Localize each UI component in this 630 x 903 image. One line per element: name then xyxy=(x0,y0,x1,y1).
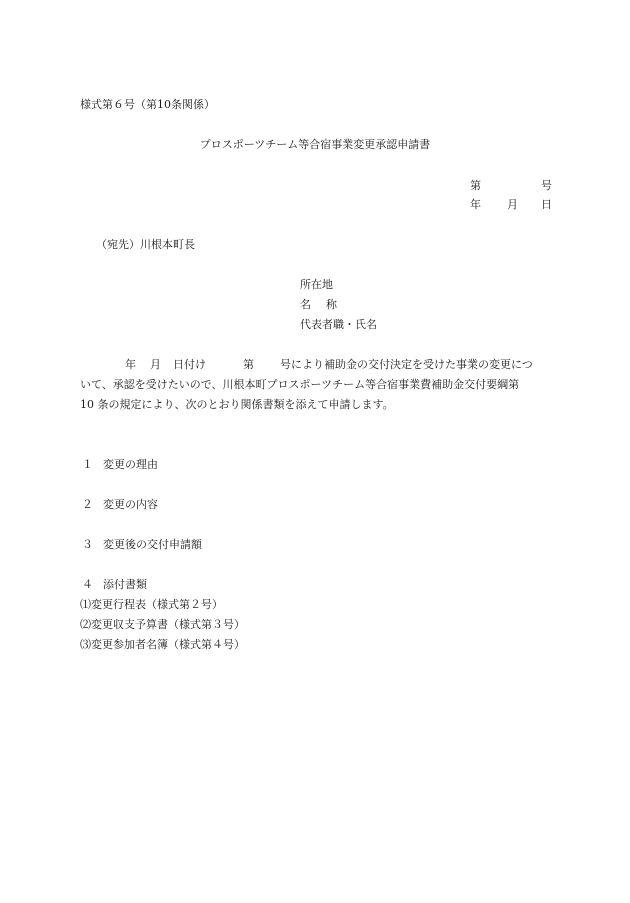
body-dai-label: 第 xyxy=(243,358,254,371)
attachment-item: ⑵変更収支予算書（様式第３号） xyxy=(80,618,245,631)
item-number: ３ xyxy=(82,538,93,551)
attachment-item: ⑴変更行程表（様式第２号） xyxy=(80,598,223,611)
item-text: 変更の内容 xyxy=(103,498,158,511)
item-number: ２ xyxy=(82,498,93,511)
date-month-label: 月 xyxy=(507,198,518,211)
date-year-label: 年 xyxy=(470,198,481,211)
document-title: プロスポーツチーム等合宿事業変更承認申請書 xyxy=(199,138,431,151)
reference-dai: 第 xyxy=(470,179,481,192)
applicant-address-label: 所在地 xyxy=(300,278,333,291)
date-day-label: 日 xyxy=(541,198,552,211)
body-year-label: 年 xyxy=(125,358,136,371)
body-line-3: 10 条の規定により、次のとおり関係書類を添えて申請します。 xyxy=(80,398,394,411)
attachment-item: ⑶変更参加者名簿（様式第４号） xyxy=(80,638,245,651)
item-number: ４ xyxy=(82,578,93,591)
applicant-representative-label: 代表者職・氏名 xyxy=(300,318,377,331)
item-text: 変更の理由 xyxy=(103,458,158,471)
item-text: 変更後の交付申請額 xyxy=(103,538,202,551)
body-line-1: 号により補助金の交付決定を受けた事業の変更につ xyxy=(280,358,533,371)
item-number: １ xyxy=(82,458,93,471)
applicant-name-label: 名 xyxy=(300,298,311,311)
body-month-label: 月 xyxy=(150,358,161,371)
form-number: 様式第６号（第10条関係） xyxy=(80,98,215,111)
body-day-label: 日付け xyxy=(173,358,206,371)
addressee: （宛先）川根本町長 xyxy=(96,238,195,251)
applicant-name-label-2: 称 xyxy=(326,298,337,311)
reference-go: 号 xyxy=(541,179,552,192)
item-text: 添付書類 xyxy=(103,578,147,591)
body-line-2: いて、承認を受けたいので、川根本町プロスポーツチーム等合宿事業費補助金交付要綱第 xyxy=(80,378,520,391)
